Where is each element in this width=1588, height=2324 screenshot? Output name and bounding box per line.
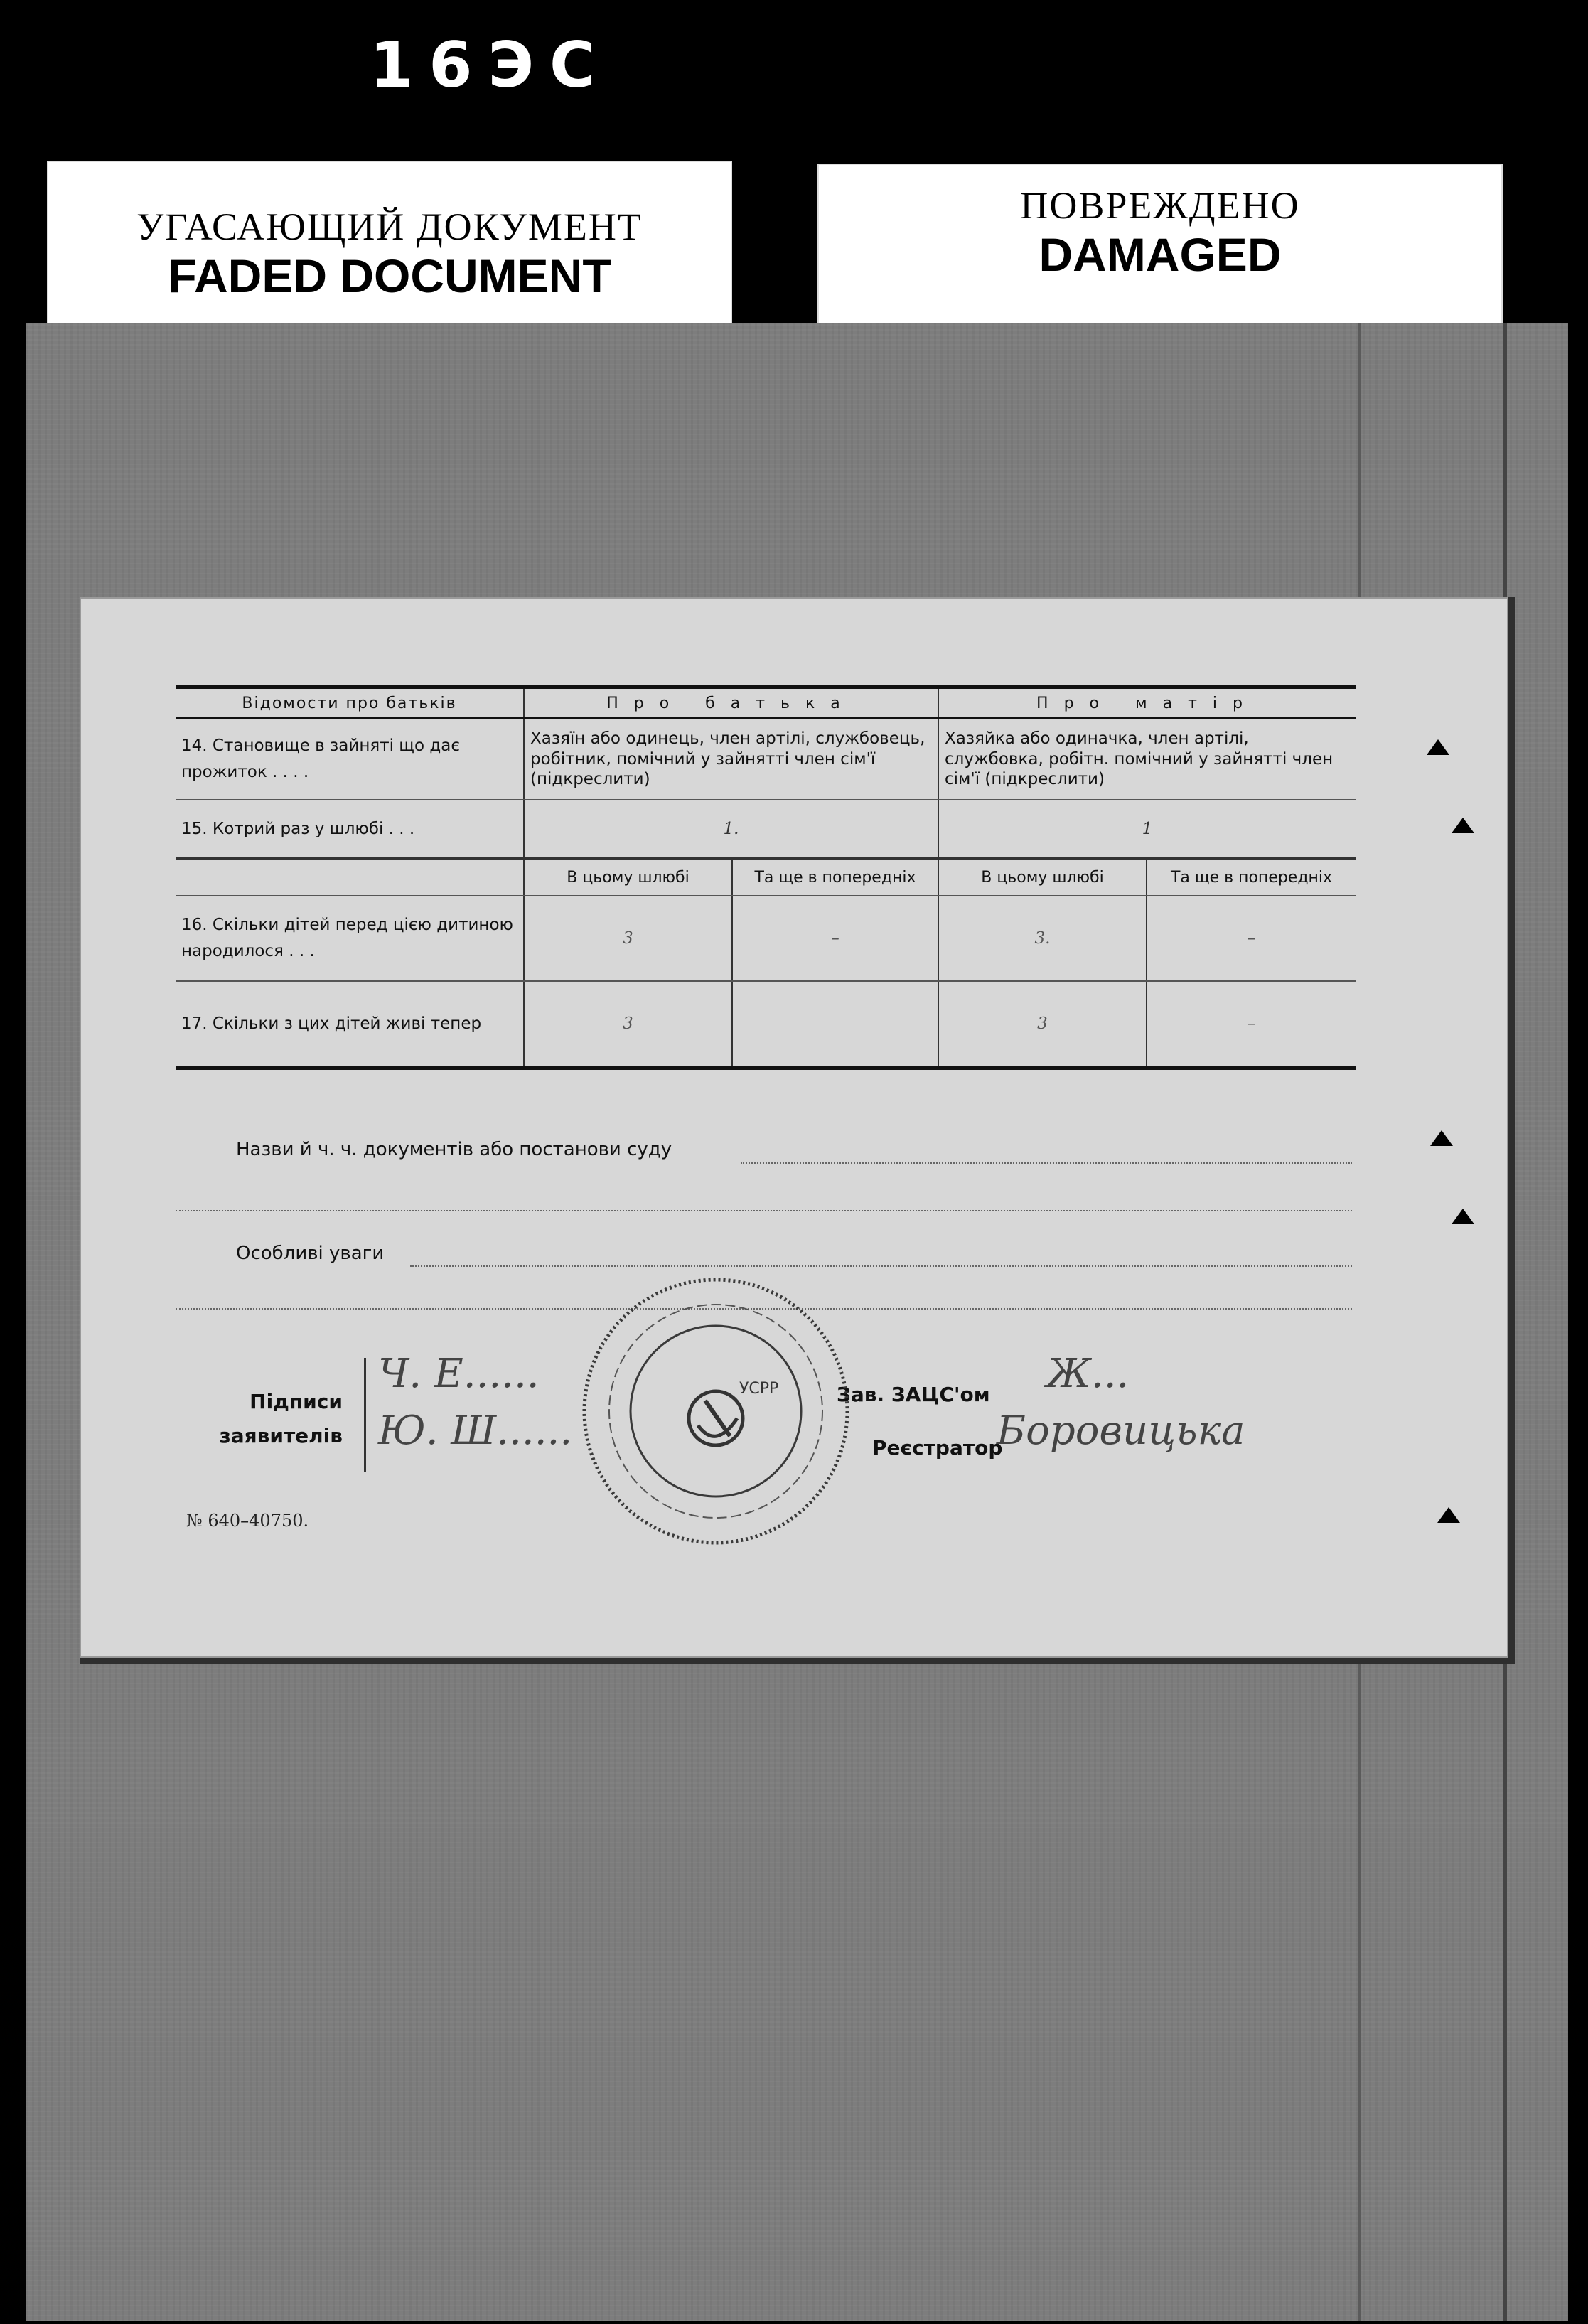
row15-father: 1.: [524, 800, 938, 859]
sub-previous-father: Та ще в попередніх: [732, 859, 938, 896]
sub-previous-mother: Та ще в попередніх: [1147, 859, 1356, 896]
applicants-label-line1: Підписи: [250, 1390, 343, 1413]
frame-number: 16ЭС: [370, 28, 611, 102]
damaged-label-ru: ПОВРЕЖДЕНО: [1020, 184, 1300, 227]
zags-head-signature: Ж...: [1046, 1351, 1130, 1397]
notes-label: Особливі уваги: [236, 1243, 385, 1264]
table-row: [176, 896, 1356, 981]
table-row: [176, 800, 1356, 859]
row17-value: 3: [524, 981, 732, 1068]
header-father: Про батька: [524, 687, 938, 719]
damaged-label-en: DAMAGED: [1039, 228, 1282, 281]
applicant-signature-2: Ю. Ш......: [378, 1408, 573, 1454]
registrar-label: Реєстратор: [872, 1436, 1003, 1460]
damage-tear: [1437, 1507, 1460, 1523]
row16-value: 3: [524, 896, 732, 981]
applicants-signatures-label: [200, 1385, 343, 1452]
signature-divider: [364, 1358, 366, 1472]
row17-value: –: [1147, 981, 1356, 1068]
zags-head-label: Зав. ЗАЦС'ом: [837, 1383, 990, 1406]
seal-text: УСРР: [739, 1380, 779, 1398]
row14-label: 14. Становище в зайняті що дає прожиток . . . .: [176, 719, 524, 800]
applicant-signature-1: Ч. Е......: [378, 1351, 540, 1397]
table-row: [176, 981, 1356, 1068]
sub-this-marriage-father: В цьому шлюбі: [524, 859, 732, 896]
damage-tear: [1430, 1130, 1453, 1146]
row14-father: Хазяїн або одинець, член артілі, службовець, робітник, помічний у зайнятті член сім'ї (підкреслити): [524, 719, 938, 800]
row15-mother: 1: [938, 800, 1356, 859]
parents-table: [176, 685, 1356, 1070]
row17-label: 17. Скільки з цих дітей живі тепер: [176, 981, 524, 1068]
row14-mother: Хазяйка або одиначка, член артілі, службовка, робітн. помічний у зайнятті член сім'ї (підкреслити): [938, 719, 1356, 800]
record-sheet: [80, 597, 1515, 1664]
registrar-signature: Боровицька: [997, 1408, 1245, 1454]
row16-value: –: [1147, 896, 1356, 981]
row16-value: –: [732, 896, 938, 981]
header-mother: Про матір: [938, 687, 1356, 719]
sub-this-marriage-mother: В цьому шлюбі: [938, 859, 1147, 896]
documents-line: [741, 1162, 1352, 1164]
row17-value: 3: [938, 981, 1147, 1068]
faded-label-ru: УГАСАЮЩИЙ ДОКУМЕНТ: [136, 205, 643, 248]
row17-value: [732, 981, 938, 1068]
damage-tear: [1427, 739, 1449, 755]
official-seal: [577, 1273, 854, 1550]
row16-value: 3.: [938, 896, 1147, 981]
row16-label: 16. Скільки дітей перед цією дитиною народилося . . .: [176, 896, 524, 981]
faded-label-en: FADED DOCUMENT: [168, 250, 611, 302]
table-header: [176, 687, 1356, 719]
damage-tear: [1452, 1209, 1474, 1224]
row15-label: 15. Котрий раз у шлюбі . . .: [176, 800, 524, 859]
table-row: [176, 719, 1356, 800]
form-number: № 640–40750.: [186, 1511, 309, 1531]
damage-tear: [1452, 818, 1474, 833]
header-parents-info: Відомости про батьків: [176, 687, 524, 719]
documents-label: Назви й ч. ч. документів або постанови суду: [236, 1139, 672, 1160]
subheader-row: [176, 859, 1356, 896]
notes-line: [410, 1265, 1352, 1267]
documents-line-2: [176, 1210, 1352, 1211]
applicants-label-line2: заявителів: [219, 1423, 343, 1447]
